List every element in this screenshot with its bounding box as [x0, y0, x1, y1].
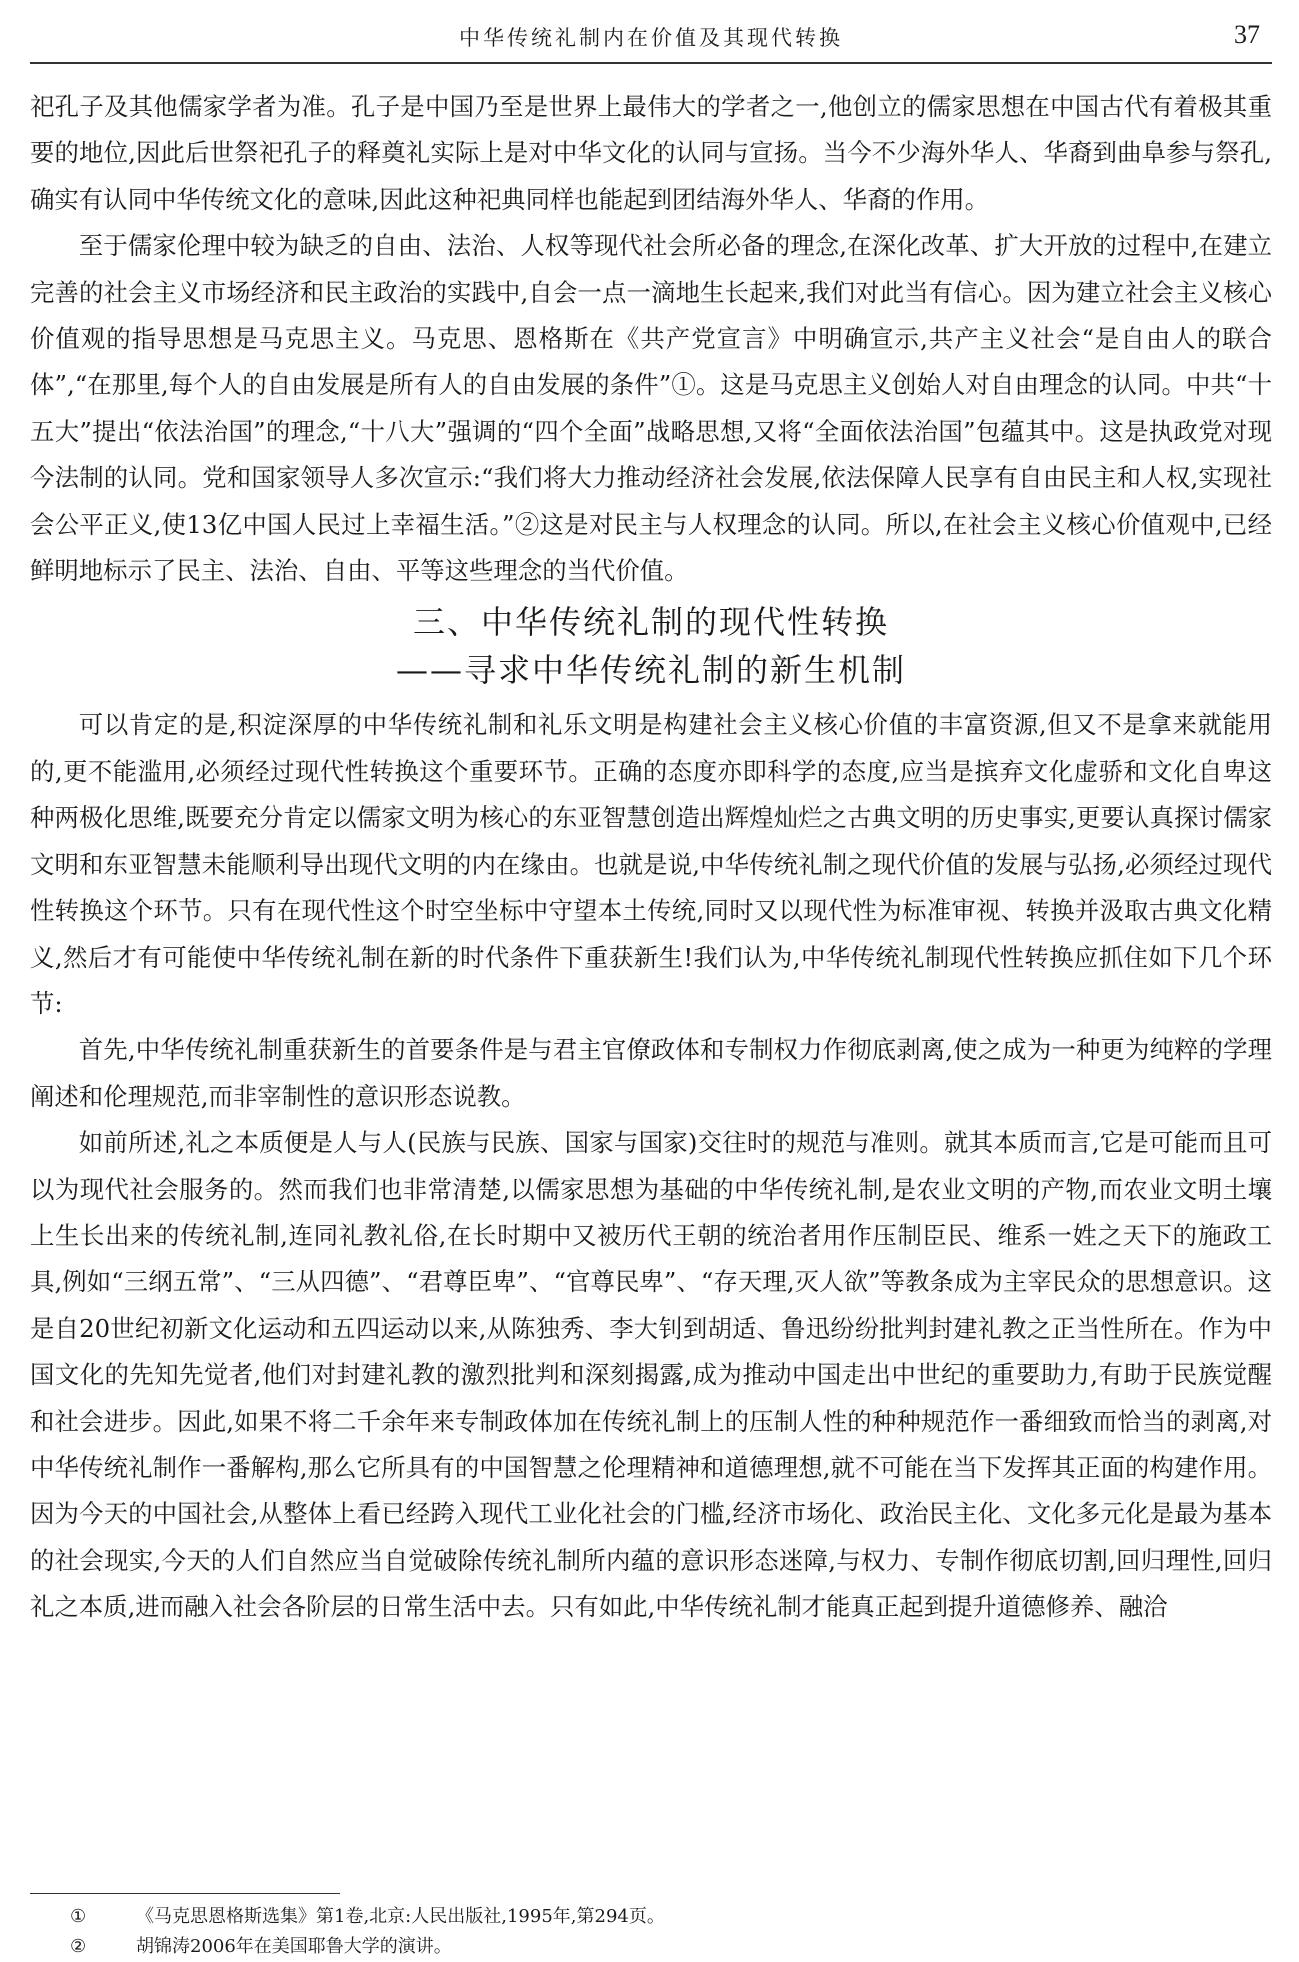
paragraph-continued: 祀孔子及其他儒家学者为准。孔子是中国乃至是世界上最伟大的学者之一,他创立的儒家思想在中国古代有着极其重要的地位,因此后世祭祀孔子的释奠礼实际上是对中华文化的认同与宣扬。当今不少海外华人、华裔到曲阜参与祭孔,确实有认同中华传统文化的意味,因此这种祀典同样也能起到团结海外华人、华裔的作用。 [30, 92, 1272, 214]
footnote-1 [30, 1902, 1272, 1932]
paragraph: 如前所述,礼之本质便是人与人(民族与民族、国家与国家)交往时的规范与准则。就其本质而言,它是可能而且可以为现代社会服务的。然而我们也非常清楚,以儒家思想为基础的中华传统礼制,是农业文明的产物,而农业文明土壤上生长出来的传统礼制,连同礼教礼俗,在长时期中又被历代王朝的统治者用作压制臣民、维系一姓之天下的施政工具,例如“三纲五常”、“三从四德”、“君尊臣卑”、“官尊民卑”、“存天理,灭人欲”等教条成为主宰民众的思想意识。这是自20世纪初新文化运动和五四运动以来,从陈独秀、李大钊到胡适、鲁迅纷纷批判封建礼教之正当性所在。作为中国文化的先知先觉者,他们对封建礼教的激烈批判和深刻揭露,成为推动中国走出中世纪的重要助力,有助于民族觉醒和社会进步。因此,如果不将二千余年来专制政体加在传统礼制上的压制人性的种种规范作一番细致而恰当的剥离,对中华传统礼制作一番解构,那么它所具有的中国智慧之伦理精神和道德理想,就不可能在当下发挥其正面的构建作用。因为今天的中国社会,从整体上看已经跨入现代工业化社会的门槛,经济市场化、政治民主化、文化多元化是最为基本的社会现实,今天的人们自然应当自觉破除传统礼制所内蕴的意识形态迷障,与权力、专制作彻底切割,回归理性,回归礼之本质,进而融入社会各阶层的日常生活中去。只有如此,中华传统礼制才能真正起到提升道德修养、融洽 [30, 1128, 1272, 1622]
body-text [30, 84, 1272, 1631]
section-subtitle: ——寻求中华传统礼制的新生机制 [395, 651, 906, 690]
paragraph: 可以肯定的是,积淀深厚的中华传统礼制和礼乐文明是构建社会主义核心价值的丰富资源,但又不是拿来就能用的,更不能滥用,必须经过现代性转换这个重要环节。正确的态度亦即科学的态度,应当是摈弃文化虚骄和文化自卑这种两极化思维,既要充分肯定以儒家文明为核心的东亚智慧创造出辉煌灿烂之古典文明的历史事实,更要认真探讨儒家文明和东亚智慧未能顺利导出现代文明的内在缘由。也就是说,中华传统礼制之现代价值的发展与弘扬,必须经过现代性转换这个环节。只有在现代性这个时空坐标中守望本土传统,同时又以现代性为标准审视、转换并汲取古典文化精义,然后才有可能使中华传统礼制在新的时代条件下重获新生!我们认为,中华传统礼制现代性转换应抓住如下几个环节: [30, 710, 1272, 1018]
paragraph: 至于儒家伦理中较为缺乏的自由、法治、人权等现代社会所必备的理念,在深化改革、扩大开放的过程中,在建立完善的社会主义市场经济和民主政治的实践中,自会一点一滴地生长起来,我们对此当有信心。因为建立社会主义核心价值观的指导思想是马克思主义。马克思、恩格斯在《共产党宣言》中明确宣示,共产主义社会“是自由人的联合体”,“在那里,每个人的自由发展是所有人的自由发展的条件”①。这是马克思主义创始人对自由理念的认同。中共“十五大”提出“依法治国”的理念,“十八大”强调的“四个全面”战略思想,又将“全面依法治国”包蕴其中。这是执政党对现今法制的认同。党和国家领导人多次宣示:“我们将大力推动经济社会发展,依法保障人民享有自由民主和人权,实现社会公平正义,使13亿中国人民过上幸福生活。”②这是对民主与人权理念的认同。所以,在社会主义核心价值观中,已经鲜明地标示了民主、法治、自由、平等这些理念的当代价值。 [30, 231, 1272, 586]
footnote-text: 胡锦涛2006年在美国耶鲁大学的演讲。 [136, 1936, 452, 1957]
footnotes [30, 1902, 1272, 1962]
paragraph: 首先,中华传统礼制重获新生的首要条件是与君主官僚政体和专制权力作彻底剥离,使之成为一种更为纯粹的学理阐述和伦理规范,而非宰制性的意识形态说教。 [30, 1035, 1272, 1111]
page-number: 37 [1234, 20, 1260, 49]
footnote-mark: ① [70, 1906, 87, 1927]
section-heading [30, 598, 1272, 694]
running-head [30, 0, 1272, 64]
footnote-mark: ② [70, 1936, 87, 1957]
section-title: 三、中华传统礼制的现代性转换 [412, 603, 889, 642]
footnote-rule [30, 1893, 340, 1894]
footnote-text: 《马克思恩格斯选集》第1卷,北京:人民出版社,1995年,第294页。 [136, 1906, 665, 1927]
running-title: 中华传统礼制内在价值及其现代转换 [459, 26, 843, 50]
footnote-2 [30, 1932, 1272, 1962]
